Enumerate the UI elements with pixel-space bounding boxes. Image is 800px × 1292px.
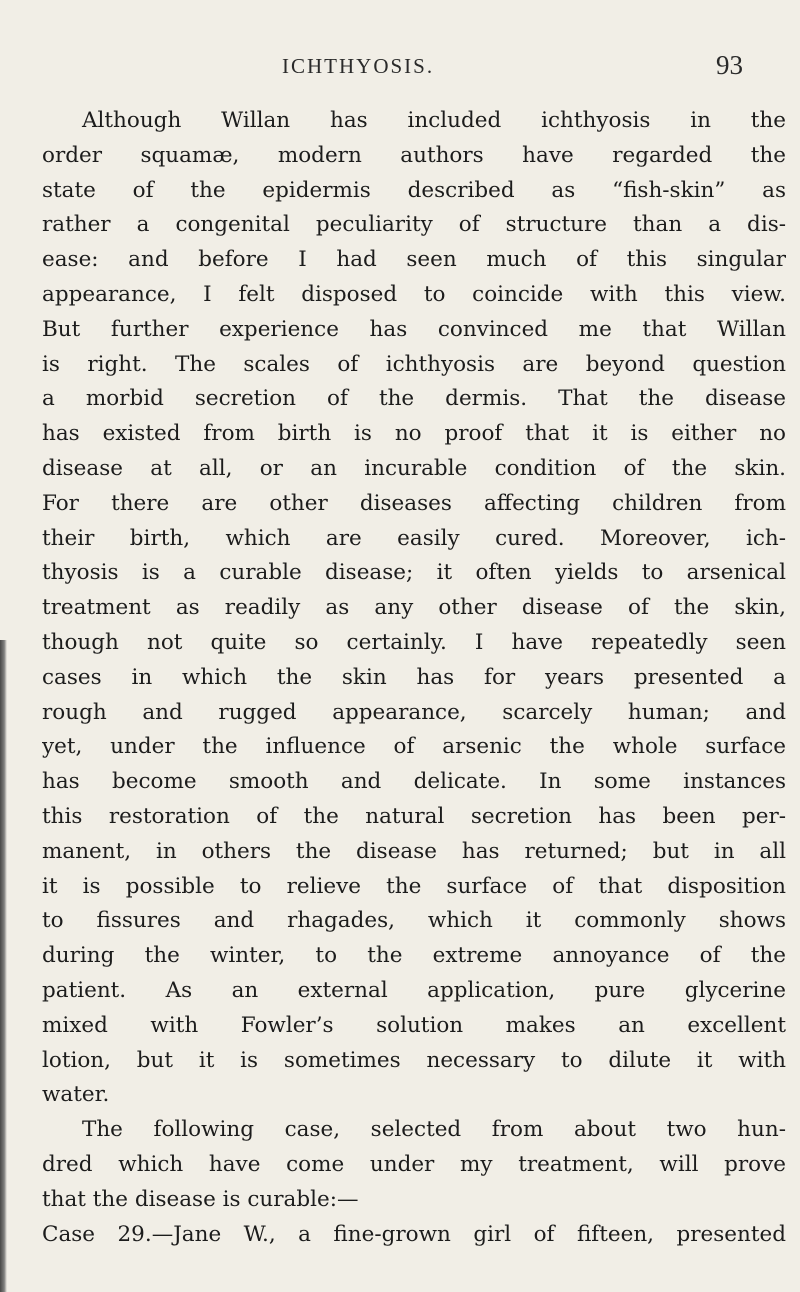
text-line: rough and rugged appearance, scarcely human; and <box>42 699 786 725</box>
page-header <box>0 50 800 84</box>
page-number: 93 <box>716 50 743 80</box>
body-text <box>42 104 786 1252</box>
text-line: it is possible to relieve the surface of that disposition <box>42 873 786 899</box>
text-line: manent, in others the disease has returned; but in all <box>42 838 786 864</box>
text-line: thyosis is a curable disease; it often yields to arsenical <box>42 560 786 586</box>
text-line: that the disease is curable:— <box>42 1186 359 1212</box>
text-line: appearance, I felt disposed to coincide with this view. <box>42 281 786 307</box>
text-line: Although Willan has included ichthyosis in the <box>82 108 786 133</box>
text-line: has existed from birth is no proof that it is either no <box>42 421 786 447</box>
text-line: though not quite so certainly. I have repeatedly seen <box>42 629 786 655</box>
text-line: disease at all, or an incurable condition of the skin. <box>42 455 786 481</box>
text-line: But further experience has convinced me that Willan <box>42 316 786 342</box>
binding-shadow <box>0 640 7 1292</box>
text-line: patient. As an external application, pure glycerine <box>42 977 786 1003</box>
text-line: ease: and before I had seen much of this singular <box>42 247 786 273</box>
text-line: cases in which the skin has for years presented a <box>42 664 786 690</box>
text-line: lotion, but it is sometimes necessary to dilute it with <box>42 1047 786 1073</box>
text-line: has become smooth and delicate. In some instances <box>42 769 786 795</box>
text-line: state of the epidermis described as “fish-skin” as <box>42 177 786 203</box>
text-line: a morbid secretion of the dermis. That the disease <box>42 386 786 412</box>
text-line: during the winter, to the extreme annoyance of the <box>42 943 786 969</box>
text-line: treatment as readily as any other disease of the skin, <box>42 595 786 621</box>
text-line: rather a congenital peculiarity of structure than a dis- <box>42 212 786 238</box>
text-line: is right. The scales of ichthyosis are beyond question <box>42 351 786 377</box>
text-line: mixed with Fowler’s solution makes an excellent <box>42 1012 786 1038</box>
case-heading-line: Case 29.—Jane W., a fine-grown girl of fifteen, presented <box>42 1221 786 1247</box>
text-line: For there are other diseases affecting children from <box>42 490 786 516</box>
text-line: to fissures and rhagades, which it commonly shows <box>42 908 786 934</box>
text-line: dred which have come under my treatment, will prove <box>42 1151 786 1177</box>
text-line: The following case, selected from about two hun- <box>82 1117 786 1143</box>
text-line: this restoration of the natural secretion has been per- <box>42 803 786 829</box>
text-line: water. <box>42 1082 110 1108</box>
running-head: ICHTHYOSIS. <box>282 54 435 78</box>
text-line: yet, under the influence of arsenic the whole surface <box>42 734 786 760</box>
text-line: order squamæ, modern authors have regarded the <box>42 142 786 168</box>
text-line: their birth, which are easily cured. Moreover, ich- <box>42 525 786 551</box>
